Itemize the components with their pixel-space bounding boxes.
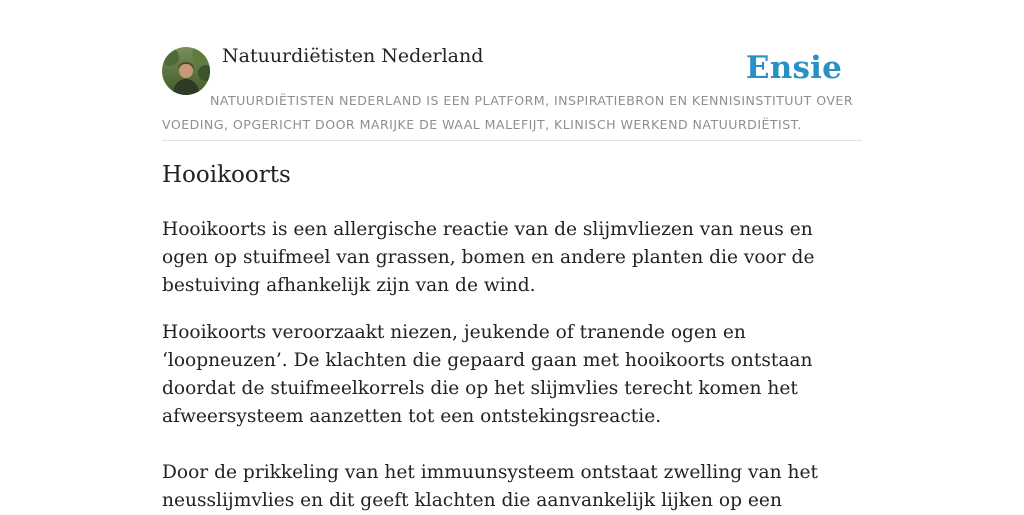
article-paragraph: Hooikoorts veroorzaakt niezen, jeukende of tranende ogen en ‘loopneuzen’. De klachten die gepaard gaan met hooikoorts ontstaan doordat de stuifmeelkorrels die op het slijmvlies terecht komen het afweersysteem aanzetten tot een ontstekingsreactie. — [162, 322, 813, 427]
author-header — [162, 0, 862, 141]
author-photo-icon — [162, 47, 210, 95]
author-tagline: NATUURDIËTISTEN NEDERLAND IS EEN PLATFORM, INSPIRATIEBRON EN KENNISINSTITUUT OVER VOEDING, OPGERICHT DOOR MARIJKE DE WAAL MALEFIJT, KLINISCH WERKEND NATUURDIËTIST. — [162, 93, 854, 132]
author-name-link[interactable]: Natuurdiëtisten Nederland — [222, 45, 484, 67]
article-paragraph: Hooikoorts is een allergische reactie van de slijmvliezen van neus en ogen op stuifmeel van grassen, bomen en andere planten die voor de bestuiving afhankelijk zijn van de wind. — [162, 219, 815, 296]
article-title: Hooikoorts — [162, 162, 291, 188]
author-avatar[interactable] — [162, 47, 210, 95]
page-container — [162, 0, 862, 511]
article-paragraph: Door de prikkeling van het immuunsysteem ontstaat zwelling van het neusslijmvlies en dit geeft klachten die aanvankelijk lijken op een — [162, 462, 818, 511]
brand-logo-link[interactable]: Ensie — [745, 50, 842, 86]
